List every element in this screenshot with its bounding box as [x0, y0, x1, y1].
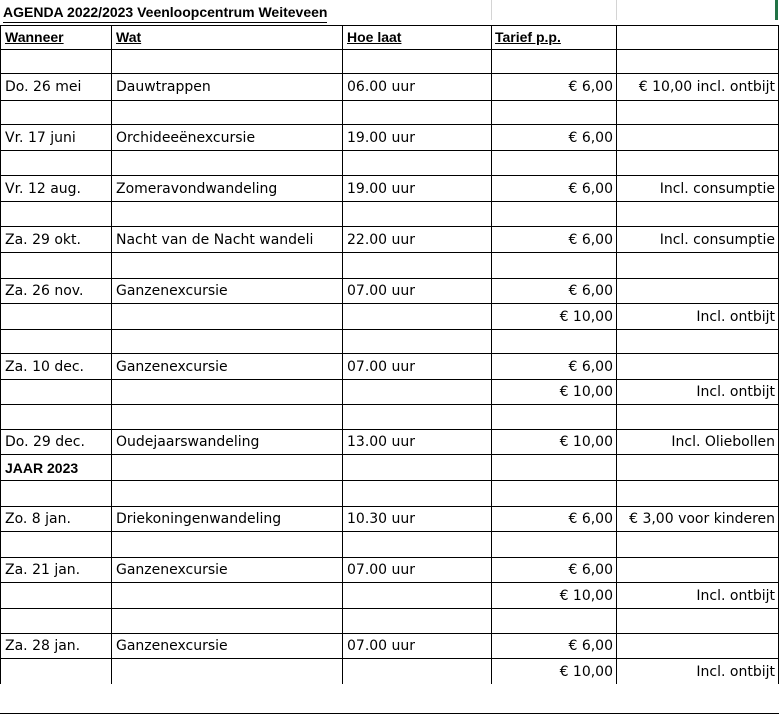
- cell-hoe-laat[interactable]: [342, 49, 491, 73]
- cell-tarief[interactable]: € 6,00: [491, 124, 616, 150]
- table-row: [0, 353, 779, 379]
- cell-wanneer[interactable]: Vr. 17 juni: [0, 124, 111, 150]
- cell-wanneer[interactable]: Za. 21 jan.: [0, 557, 111, 582]
- cell-wat[interactable]: [111, 582, 342, 608]
- cell-wat[interactable]: Zomeravondwandeling: [111, 175, 342, 201]
- cell-hoe-laat[interactable]: [342, 150, 491, 175]
- cell-wat[interactable]: [111, 480, 342, 506]
- cell-wat[interactable]: [111, 49, 342, 73]
- cell-extra[interactable]: [616, 278, 779, 303]
- table-bottom-border: [0, 713, 779, 714]
- cell-extra[interactable]: [616, 404, 779, 429]
- cell-wanneer[interactable]: Do. 26 mei: [0, 73, 111, 100]
- table-row: [0, 124, 779, 150]
- cell-extra[interactable]: [616, 557, 779, 582]
- cell-wanneer[interactable]: [0, 480, 111, 506]
- cell-wat[interactable]: [111, 531, 342, 557]
- cell-extra[interactable]: [616, 329, 779, 353]
- cell-wanneer[interactable]: Vr. 12 aug.: [0, 175, 111, 201]
- cell-hoe-laat[interactable]: [342, 608, 491, 633]
- header-hoe-laat[interactable]: Hoe laat: [342, 25, 491, 49]
- cell-tarief[interactable]: € 10,00: [491, 582, 616, 608]
- table-row: [0, 608, 779, 633]
- table-row: [0, 49, 779, 73]
- table-row: [0, 404, 779, 429]
- agenda-title: AGENDA 2022/2023 Veenloopcentrum Weiteveen: [3, 2, 327, 23]
- cell-hoe-laat[interactable]: [342, 480, 491, 506]
- cell-wanneer[interactable]: Za. 10 dec.: [0, 353, 111, 379]
- cell-wanneer[interactable]: Zo. 8 jan.: [0, 506, 111, 531]
- cell-wat[interactable]: [111, 379, 342, 404]
- cell-wanneer[interactable]: Do. 29 dec.: [0, 429, 111, 454]
- cell-tarief[interactable]: € 6,00: [491, 506, 616, 531]
- cell-wat[interactable]: Ganzenexcursie: [111, 278, 342, 303]
- cell-wanneer[interactable]: [0, 303, 111, 329]
- cell-hoe-laat[interactable]: 10.30 uur: [342, 506, 491, 531]
- cell-wat[interactable]: [111, 454, 342, 480]
- cell-tarief[interactable]: [491, 252, 616, 278]
- cell-extra[interactable]: Incl. ontbijt: [616, 658, 779, 684]
- cell-hoe-laat[interactable]: [342, 404, 491, 429]
- cell-extra[interactable]: Incl. ontbijt: [616, 303, 779, 329]
- cell-tarief[interactable]: € 10,00: [491, 658, 616, 684]
- cell-extra[interactable]: [616, 608, 779, 633]
- cell-tarief[interactable]: € 6,00: [491, 633, 616, 658]
- cell-wanneer[interactable]: [0, 582, 111, 608]
- cell-extra[interactable]: Incl. consumptie: [616, 226, 779, 252]
- table-row: [0, 73, 779, 100]
- cell-tarief[interactable]: [491, 329, 616, 353]
- cell-extra[interactable]: Incl. ontbijt: [616, 379, 779, 404]
- table-row: [0, 429, 779, 454]
- cell-tarief[interactable]: € 6,00: [491, 353, 616, 379]
- cell-wanneer[interactable]: [0, 49, 111, 73]
- cell-tarief[interactable]: [491, 480, 616, 506]
- cell-tarief[interactable]: € 6,00: [491, 557, 616, 582]
- table-row: [0, 480, 779, 506]
- header-wanneer[interactable]: Wanneer: [0, 25, 111, 49]
- cell-tarief[interactable]: € 6,00: [491, 226, 616, 252]
- selected-cell-indicator: [775, 0, 778, 20]
- cell-wat[interactable]: [111, 404, 342, 429]
- cell-hoe-laat[interactable]: [342, 303, 491, 329]
- cell-wanneer[interactable]: Za. 29 okt.: [0, 226, 111, 252]
- cell-hoe-laat[interactable]: 22.00 uur: [342, 226, 491, 252]
- cell-hoe-laat[interactable]: 19.00 uur: [342, 124, 491, 150]
- cell-tarief[interactable]: € 6,00: [491, 73, 616, 100]
- cell-extra[interactable]: [616, 633, 779, 658]
- header-tarief[interactable]: Tarief p.p.: [491, 25, 616, 49]
- table-row: [0, 658, 779, 684]
- table-row: [0, 506, 779, 531]
- table-row: [0, 252, 779, 278]
- cell-tarief[interactable]: [491, 150, 616, 175]
- cell-wanneer[interactable]: [0, 608, 111, 633]
- cell-hoe-laat[interactable]: 13.00 uur: [342, 429, 491, 454]
- cell-tarief[interactable]: € 6,00: [491, 175, 616, 201]
- cell-extra[interactable]: [616, 353, 779, 379]
- cell-hoe-laat[interactable]: 19.00 uur: [342, 175, 491, 201]
- cell-tarief[interactable]: [491, 100, 616, 124]
- cell-wat[interactable]: [111, 658, 342, 684]
- cell-hoe-laat[interactable]: 07.00 uur: [342, 557, 491, 582]
- cell-extra[interactable]: [616, 100, 779, 124]
- header-wat[interactable]: Wat: [111, 25, 342, 49]
- gridline: [491, 0, 492, 20]
- cell-extra[interactable]: [616, 201, 779, 226]
- cell-wat[interactable]: Ganzenexcursie: [111, 633, 342, 658]
- cell-tarief[interactable]: € 10,00: [491, 303, 616, 329]
- cell-wat[interactable]: [111, 100, 342, 124]
- cell-tarief[interactable]: [491, 49, 616, 73]
- cell-wat[interactable]: Nacht van de Nacht wandeli: [111, 226, 342, 252]
- cell-wanneer[interactable]: [0, 100, 111, 124]
- cell-wat[interactable]: [111, 608, 342, 633]
- cell-wanneer[interactable]: [0, 201, 111, 226]
- table-row: [0, 175, 779, 201]
- cell-extra[interactable]: Incl. Oliebollen: [616, 429, 779, 454]
- cell-extra[interactable]: [616, 252, 779, 278]
- table-row: [0, 201, 779, 226]
- table-row: [0, 379, 779, 404]
- cell-wanneer[interactable]: [0, 658, 111, 684]
- cell-extra[interactable]: € 3,00 voor kinderen: [616, 506, 779, 531]
- cell-tarief[interactable]: [491, 608, 616, 633]
- cell-wanneer[interactable]: [0, 252, 111, 278]
- cell-tarief[interactable]: € 10,00: [491, 429, 616, 454]
- cell-hoe-laat[interactable]: 07.00 uur: [342, 633, 491, 658]
- cell-wanneer[interactable]: JAAR 2023: [0, 454, 111, 480]
- cell-wat[interactable]: [111, 150, 342, 175]
- cell-wat[interactable]: Driekoningenwandeling: [111, 506, 342, 531]
- table-row: [0, 557, 779, 582]
- cell-wat[interactable]: Oudejaarswandeling: [111, 429, 342, 454]
- cell-hoe-laat[interactable]: [342, 201, 491, 226]
- cell-extra[interactable]: [616, 49, 779, 73]
- cell-extra[interactable]: € 10,00 incl. ontbijt: [616, 73, 779, 100]
- cell-wanneer[interactable]: Za. 26 nov.: [0, 278, 111, 303]
- cell-wat[interactable]: [111, 303, 342, 329]
- cell-wanneer[interactable]: [0, 379, 111, 404]
- cell-hoe-laat[interactable]: [342, 100, 491, 124]
- year-row: [0, 454, 779, 480]
- cell-wat[interactable]: Dauwtrappen: [111, 73, 342, 100]
- cell-extra[interactable]: Incl. consumptie: [616, 175, 779, 201]
- table-row: [0, 150, 779, 175]
- cell-extra[interactable]: [616, 454, 779, 480]
- cell-hoe-laat[interactable]: [342, 329, 491, 353]
- cell-hoe-laat[interactable]: [342, 379, 491, 404]
- cell-wat[interactable]: [111, 252, 342, 278]
- table-row: [0, 226, 779, 252]
- cell-extra[interactable]: [616, 531, 779, 557]
- gridline: [616, 0, 617, 20]
- cell-tarief[interactable]: [491, 531, 616, 557]
- cell-extra[interactable]: Incl. ontbijt: [616, 582, 779, 608]
- cell-tarief[interactable]: [491, 454, 616, 480]
- cell-wat[interactable]: [111, 201, 342, 226]
- cell-wat[interactable]: Orchideeënexcursie: [111, 124, 342, 150]
- cell-extra[interactable]: [616, 124, 779, 150]
- table-row: [0, 329, 779, 353]
- cell-hoe-laat[interactable]: [342, 582, 491, 608]
- cell-tarief[interactable]: € 10,00: [491, 379, 616, 404]
- cell-wanneer[interactable]: [0, 404, 111, 429]
- cell-tarief[interactable]: € 6,00: [491, 278, 616, 303]
- cell-extra[interactable]: [616, 480, 779, 506]
- cell-tarief[interactable]: [491, 201, 616, 226]
- table-row: [0, 531, 779, 557]
- cell-hoe-laat[interactable]: [342, 658, 491, 684]
- cell-wanneer[interactable]: [0, 531, 111, 557]
- cell-hoe-laat[interactable]: 07.00 uur: [342, 278, 491, 303]
- cell-wanneer[interactable]: [0, 150, 111, 175]
- table-row: [0, 100, 779, 124]
- cell-wat[interactable]: Ganzenexcursie: [111, 557, 342, 582]
- cell-hoe-laat[interactable]: 07.00 uur: [342, 353, 491, 379]
- cell-wat[interactable]: [111, 329, 342, 353]
- cell-hoe-laat[interactable]: [342, 454, 491, 480]
- cell-hoe-laat[interactable]: [342, 531, 491, 557]
- cell-wanneer[interactable]: [0, 329, 111, 353]
- cell-tarief[interactable]: [491, 404, 616, 429]
- header-extra[interactable]: [616, 25, 779, 49]
- cell-wanneer[interactable]: Za. 28 jan.: [0, 633, 111, 658]
- table-row: [0, 633, 779, 658]
- header-row: [0, 25, 779, 49]
- cell-hoe-laat[interactable]: [342, 252, 491, 278]
- cell-extra[interactable]: [616, 150, 779, 175]
- table-row: [0, 303, 779, 329]
- cell-wat[interactable]: Ganzenexcursie: [111, 353, 342, 379]
- table-row: [0, 582, 779, 608]
- cell-hoe-laat[interactable]: 06.00 uur: [342, 73, 491, 100]
- table-row: [0, 278, 779, 303]
